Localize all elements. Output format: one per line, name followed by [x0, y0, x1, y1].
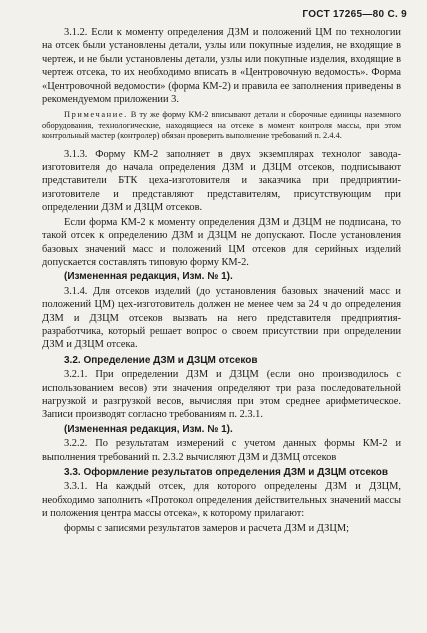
section-heading-3-2: 3.2. Определение ДЗМ и ДЗЦМ отсеков [64, 354, 258, 366]
note-label: Примечание. [64, 110, 128, 120]
paragraph-3-2-1: 3.2.1. При определении ДЗМ и ДЗЦМ (если оно производилось с использованием весов) эти значения определяют три раза последовательной нагрузкой и разгрузкой весов, вычисляя при этом среднее арифметическое. Записи производят согласно требованиям п. 2.3.1. [42, 369, 401, 421]
paragraph-3-3-1: 3.3.1. На каждый отсек, для которого определены ДЗМ и ДЗЦМ, необходимо заполнить «Протокол определения действительных значений массы и положения центра массы отсека», к которому прилагают: [42, 481, 401, 520]
paragraph-3-2-2: 3.2.2. По результатам измерений с учетом данных формы КМ-2 и выполнения требований п. 2.3.2 вычисляют ДЗМ и ДЗМЦ отсеков [42, 438, 401, 463]
paragraph-3-1-4: 3.1.4. Для отсеков изделий (до установления базовых значений масс и положений ЦМ) цех-изготовитель должен не менее чем за 24 ч до определения ДЗМ и ДЗЦМ отсеков вызвать на него представителя предприятия-разработчика, который решает вопрос о своем присутствии при определении ДЗМ и ДЗЦМ отсека. [42, 285, 401, 351]
paragraph-3-1-3: 3.1.3. Форму КМ-2 заполняет в двух экземплярах технолог завода-изготовителя до начала определения ДЗМ и ДЗЦМ отсеков, подписывают представители БТК цеха-изготовителя и заказчика при предприятии-изготовителе и представляют представителям, присутствующим при определении ДЗМ и ДЗЦМ отсеков. [42, 148, 401, 214]
running-header: ГОСТ 17265—80 С. 9 [302, 9, 407, 20]
revision-note-2: (Измененная редакция, Изм. № 1). [64, 423, 233, 435]
note-text: В ту же форму КМ-2 вписывают детали и сборочные единицы наземного оборудования, технологические, находящиеся на отсеке в момент контроля массы, при этом контрольный мастер (контролер) обязан проверить выполнение требований п. 2.4.4. [42, 110, 401, 141]
paragraph-3-1-3-cont: Если форма КМ-2 к моменту определения ДЗМ и ДЗЦМ не подписана, то такой отсек к определению ДЗМ и ДЗЦМ не допускают. После установления базовых значений масс и положений ЦМ отсеков для серийных изделий допускается составлять типовую форму КМ-2. [42, 216, 401, 268]
list-item-forms: формы с записями результатов замеров и расчета ДЗМ и ДЗЦМ; [64, 522, 349, 534]
note [42, 110, 401, 141]
revision-note: (Измененная редакция, Изм. № 1). [64, 271, 233, 283]
section-heading-3-3: 3.3. Оформление результатов определения ДЗМ и ДЗЦМ отсеков [64, 467, 389, 478]
paragraph-3-1-2: 3.1.2. Если к моменту определения ДЗМ и положений ЦМ по технологии на отсек были установлены детали, узлы или покупные изделия, не входящие в чертеж, и не были установлены детали, узлы или покупные изделия, входящие в чертеж отсека, то их необходимо вписать в «Центровочную ведомость». Форма «Центровочной ведомости» (форма КМ-2) и правила ее заполнения приведены в рекомендуемом приложении 3. [42, 27, 401, 106]
